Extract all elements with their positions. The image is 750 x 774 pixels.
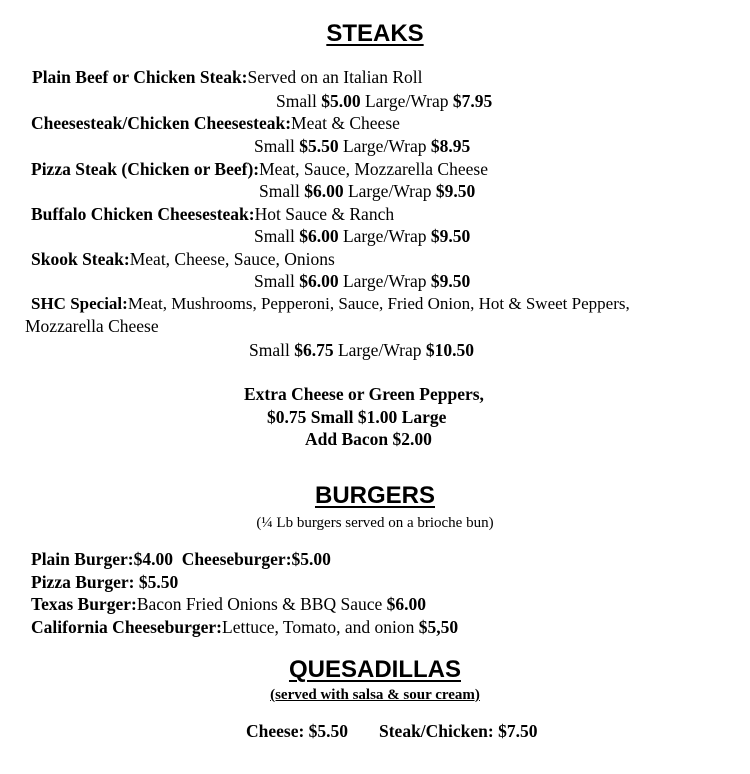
menu-item-pizza-steak (31, 159, 488, 179)
burgers-note: (¼ Lb burgers served on a brioche bun) (256, 515, 494, 531)
menu-item-skook-steak (31, 249, 335, 269)
item-name: Texas Burger: (31, 594, 137, 614)
item-desc: Hot Sauce & Ranch (254, 204, 395, 224)
item-price: $6.00 (386, 594, 427, 614)
price-line-plain-steak (276, 91, 492, 111)
menu-item-plain-burger (31, 549, 331, 569)
large-price: $10.50 (425, 340, 474, 360)
menu-item-shc-special (31, 294, 630, 314)
item-desc: Meat & Cheese (291, 113, 400, 133)
menu-item-cheese-quesadilla: Cheese: $5.50 (246, 721, 349, 741)
small-price: $5.50 (299, 136, 339, 156)
small-label: Small (259, 181, 305, 201)
item-name: Cheesesteak/Chicken Cheesesteak: (31, 113, 292, 133)
large-label: Large/Wrap (360, 91, 453, 111)
price-line-cheesesteak (254, 136, 470, 156)
price-line-shc-special (249, 340, 474, 360)
extras-line-3: Add Bacon $2.00 (305, 429, 432, 449)
menu-item-california-burger (31, 617, 458, 637)
large-price: $8.95 (430, 136, 471, 156)
large-price: $7.95 (452, 91, 493, 111)
item-name: SHC Special: (31, 294, 128, 313)
quesadillas-note: (served with salsa & sour cream) (270, 687, 480, 703)
quesadillas-heading: QUESADILLAS (288, 656, 461, 683)
item-desc: Meat, Cheese, Sauce, Onions (129, 249, 335, 269)
small-label: Small (254, 136, 300, 156)
price-line-skook-steak (254, 271, 470, 291)
price-line-buffalo-steak (254, 226, 470, 246)
small-label: Small (254, 271, 300, 291)
menu-item-cheesesteak (31, 113, 400, 133)
item-desc: Bacon Fried Onions & BBQ Sauce (136, 594, 387, 614)
small-price: $6.75 (294, 340, 334, 360)
item-price: $5,50 (418, 617, 459, 637)
item-name: Skook Steak: (31, 249, 130, 269)
item-name: Pizza Steak (Chicken or Beef): (31, 159, 260, 179)
item-desc: Lettuce, Tomato, and onion (222, 617, 419, 637)
price-line-pizza-steak (259, 181, 475, 201)
item-name: Plain Beef or Chicken Steak: (32, 67, 248, 87)
small-price: $6.00 (304, 181, 344, 201)
menu-item-pizza-burger: Pizza Burger: $5.50 (31, 572, 179, 592)
item-name: Plain Burger: (31, 549, 134, 569)
small-price: $5.00 (321, 91, 361, 111)
large-price: $9.50 (435, 181, 476, 201)
extras-line-1: Extra Cheese or Green Peppers, (244, 384, 484, 404)
item-desc: Meat, Sauce, Mozzarella Cheese (259, 159, 488, 179)
menu-item-texas-burger (31, 594, 426, 614)
small-price: $6.00 (299, 271, 339, 291)
menu-item-plain-steak (32, 67, 422, 87)
burgers-heading: BURGERS (314, 482, 435, 509)
large-label: Large/Wrap (338, 226, 431, 246)
shc-special-desc-cont: Mozzarella Cheese (25, 316, 159, 336)
item-desc: Meat, Mushrooms, Pepperoni, Sauce, Fried Onion, Hot & Sweet Peppers, (127, 294, 630, 313)
menu-item-buffalo-steak (31, 204, 394, 224)
large-label: Large/Wrap (338, 136, 431, 156)
item-name: California Cheeseburger: (31, 617, 223, 637)
extras-line-2: $0.75 Small $1.00 Large (267, 407, 447, 427)
large-label: Large/Wrap (333, 340, 426, 360)
small-price: $6.00 (299, 226, 339, 246)
item-name: Buffalo Chicken Cheesesteak: (31, 204, 255, 224)
steaks-heading: STEAKS (326, 20, 424, 47)
item-name: Cheeseburger: (181, 549, 292, 569)
item-desc: Served on an Italian Roll (247, 67, 423, 87)
item-price: $4.00 (133, 549, 173, 569)
small-label: Small (254, 226, 300, 246)
large-label: Large/Wrap (338, 271, 431, 291)
small-label: Small (276, 91, 322, 111)
large-price: $9.50 (430, 271, 471, 291)
small-label: Small (249, 340, 295, 360)
large-label: Large/Wrap (343, 181, 436, 201)
large-price: $9.50 (430, 226, 471, 246)
item-price: $5.00 (291, 549, 331, 569)
menu-item-steak-quesadilla: Steak/Chicken: $7.50 (379, 721, 538, 741)
